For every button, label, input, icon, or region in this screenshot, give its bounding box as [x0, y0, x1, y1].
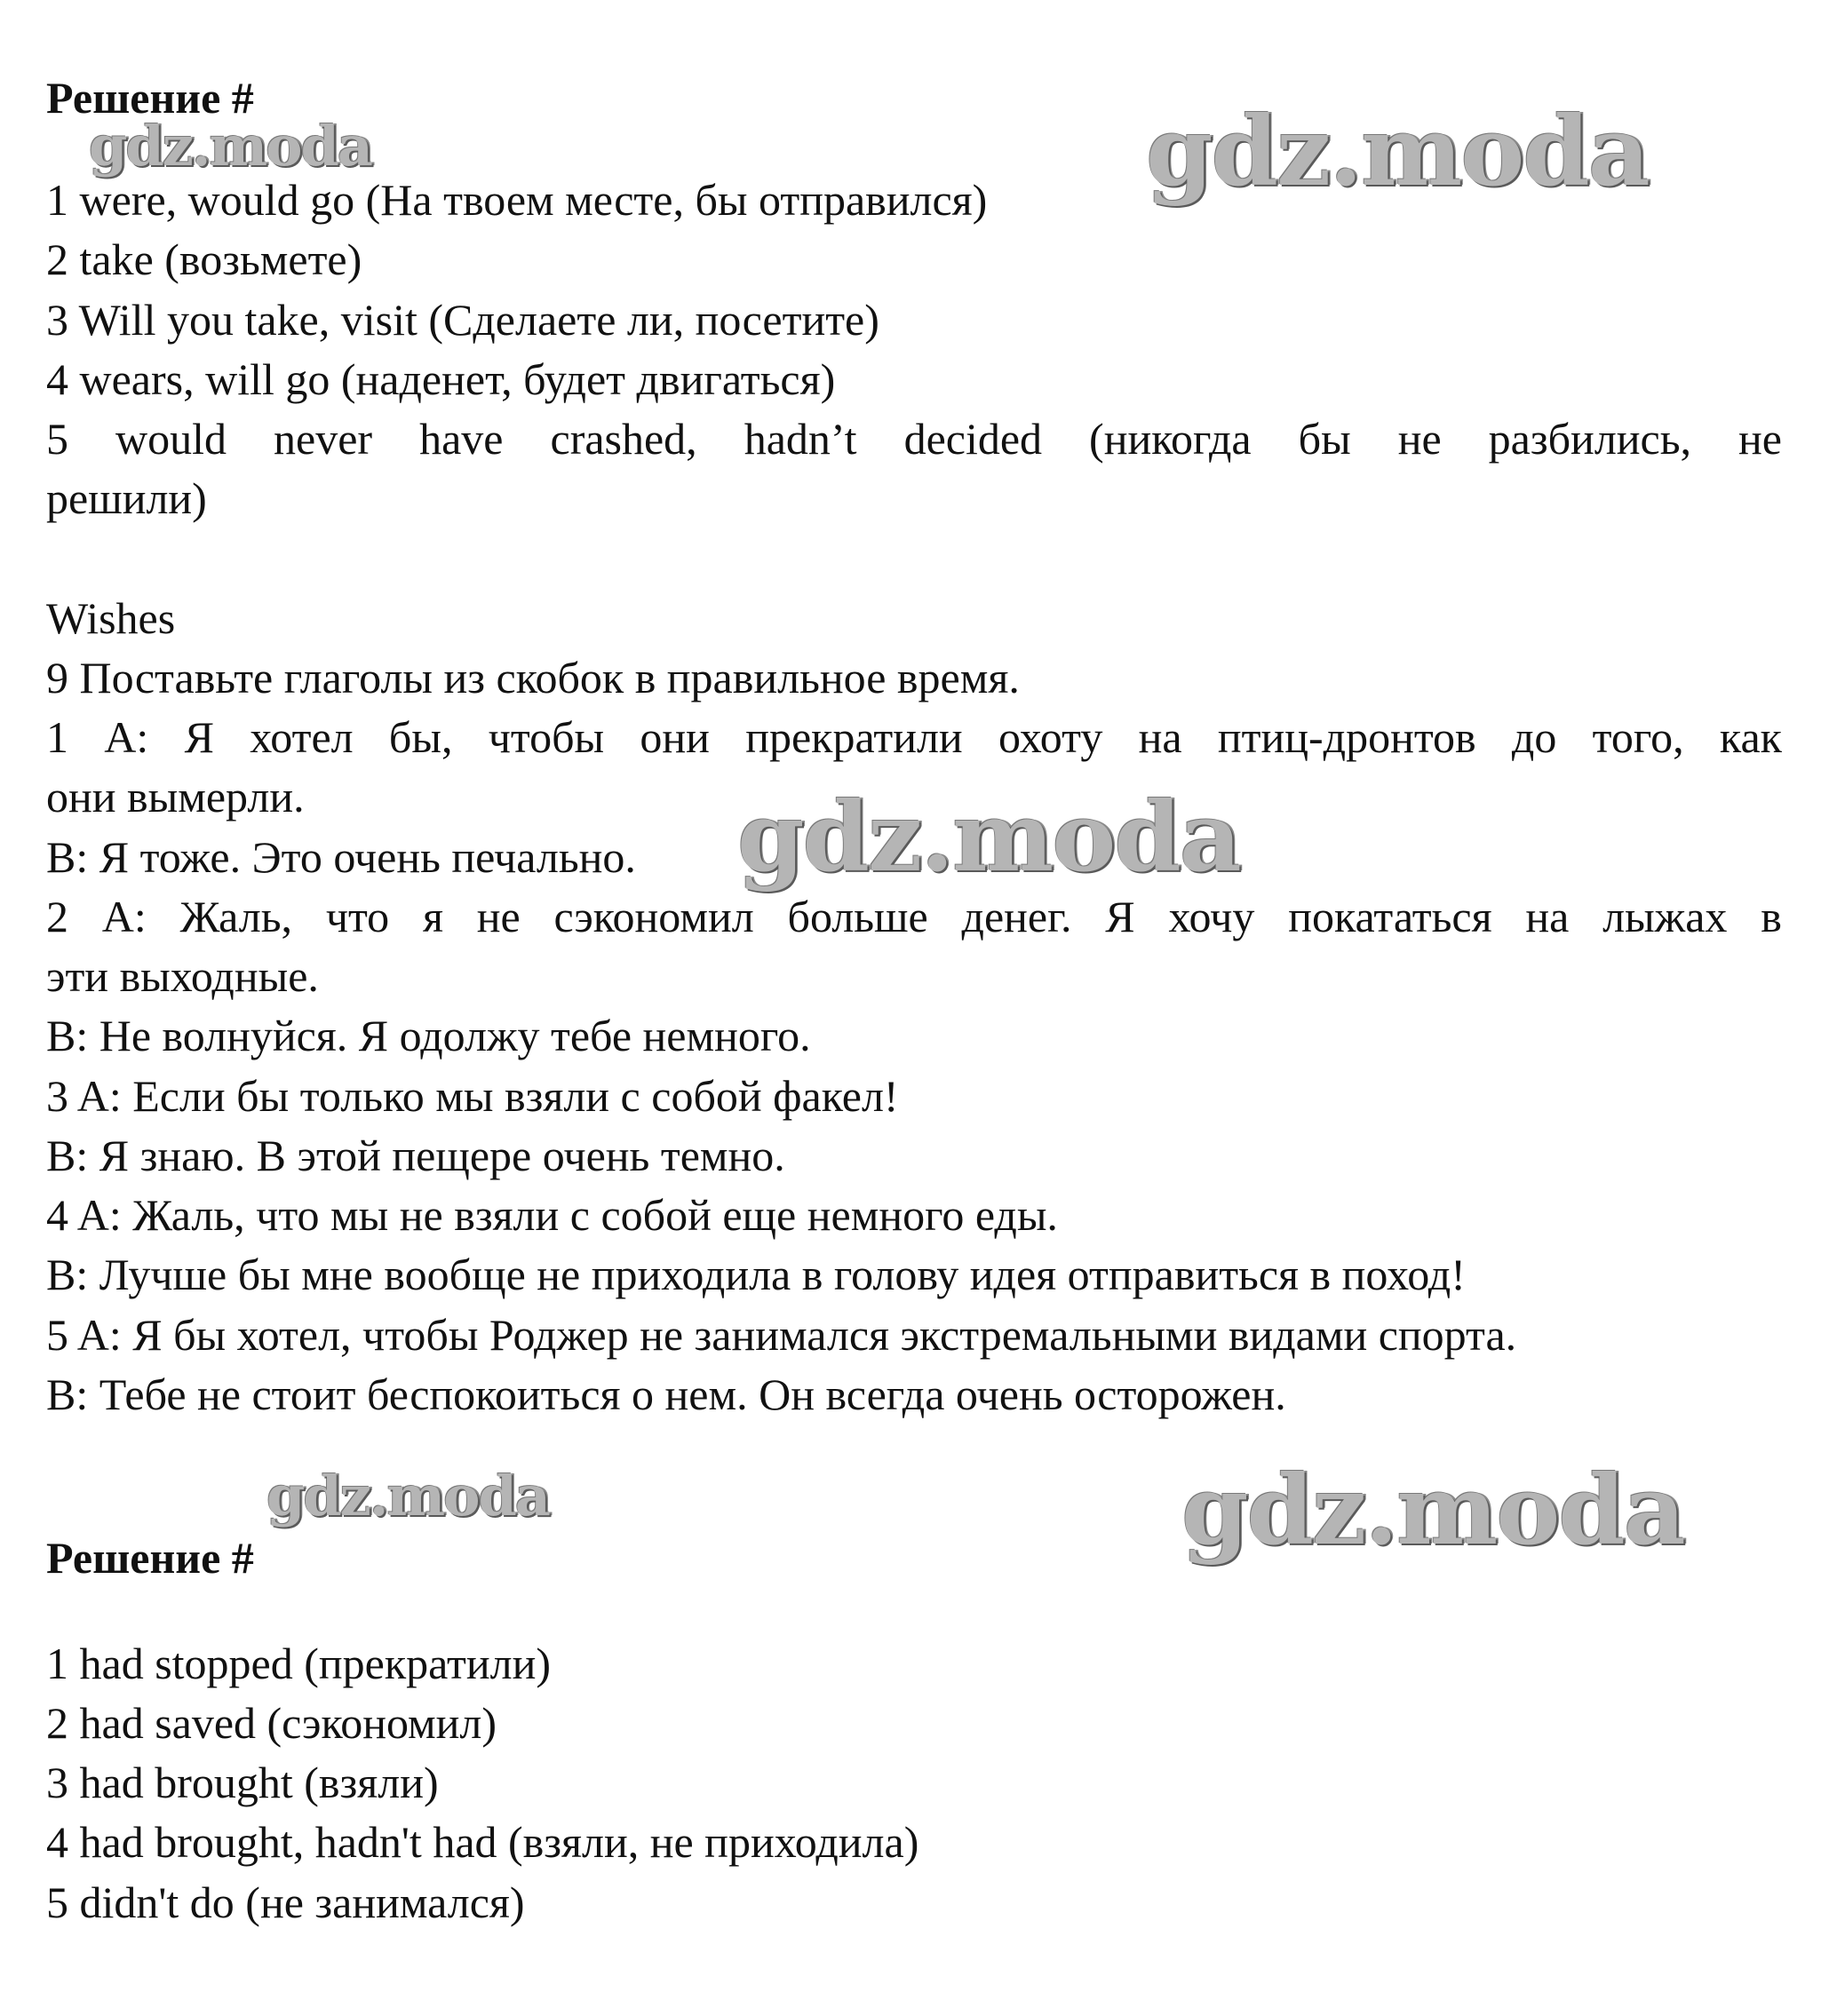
watermark-logo: gdz.moda [737, 782, 1240, 893]
answer2-line-3: 3 had brought (взяли) [46, 1758, 439, 1807]
dialogue-1a-cont: они вымерли. [46, 772, 305, 821]
watermark-logo: gdz.moda [1181, 1455, 1684, 1567]
watermark-logo: gdz.moda [1146, 96, 1649, 208]
solution-heading-1: Решение # [46, 73, 254, 123]
answer2-line-5: 5 didn't do (не занимался) [46, 1877, 525, 1927]
dialogue-3a: 3 A: Если бы только мы взяли с собой факел! [46, 1071, 899, 1121]
dialogue-3b: B: Я знаю. В этой пещере очень темно. [46, 1131, 785, 1180]
watermark-logo: gdz.moda [266, 1464, 549, 1528]
answer-line-3: 3 Will you take, visit (Сделаете ли, посетите) [46, 295, 879, 345]
dialogue-2a: 2 A: Жаль, что я не сэкономил больше денег. Я хочу покататься на лыжах в [46, 892, 1782, 941]
dialogue-5a: 5 A: Я бы хотел, чтобы Роджер не занимался экстремальными видами спорта. [46, 1310, 1517, 1360]
dialogue-5b: B: Тебе не стоит беспокоиться о нем. Он всегда очень осторожен. [46, 1369, 1286, 1419]
task-instruction: 9 Поставьте глаголы из скобок в правильное время. [46, 653, 1020, 702]
answer-line-2: 2 take (возьмете) [46, 234, 362, 284]
answer2-line-2: 2 had saved (сэкономил) [46, 1698, 497, 1748]
dialogue-2a-cont: эти выходные. [46, 951, 319, 1001]
dialogue-2b: B: Не волнуйся. Я одолжу тебе немного. [46, 1011, 811, 1060]
answer-line-5-cont: решили) [46, 473, 207, 523]
dialogue-4b: B: Лучше бы мне вообще не приходила в голову идея отправиться в поход! [46, 1250, 1466, 1299]
dialogue-1b: B: Я тоже. Это очень печально. [46, 832, 636, 882]
solution-heading-2: Решение # [46, 1533, 254, 1583]
section-title-wishes: Wishes [46, 593, 176, 643]
dialogue-4a: 4 A: Жаль, что мы не взяли с собой еще немного еды. [46, 1190, 1058, 1240]
answer-line-5: 5 would never have crashed, hadn’t decided (никогда бы не разбились, не [46, 414, 1782, 464]
answer-line-1: 1 were, would go (На твоем месте, бы отправился) [46, 175, 988, 225]
answer-line-4: 4 wears, will go (наденет, будет двигаться) [46, 354, 836, 404]
answer2-line-4: 4 had brought, hadn't had (взяли, не приходила) [46, 1817, 919, 1867]
answer2-line-1: 1 had stopped (прекратили) [46, 1639, 551, 1688]
dialogue-1a: 1 A: Я хотел бы, чтобы они прекратили охоту на птиц-дронтов до того, как [46, 712, 1782, 762]
watermark-logo: gdz.moda [89, 114, 371, 179]
